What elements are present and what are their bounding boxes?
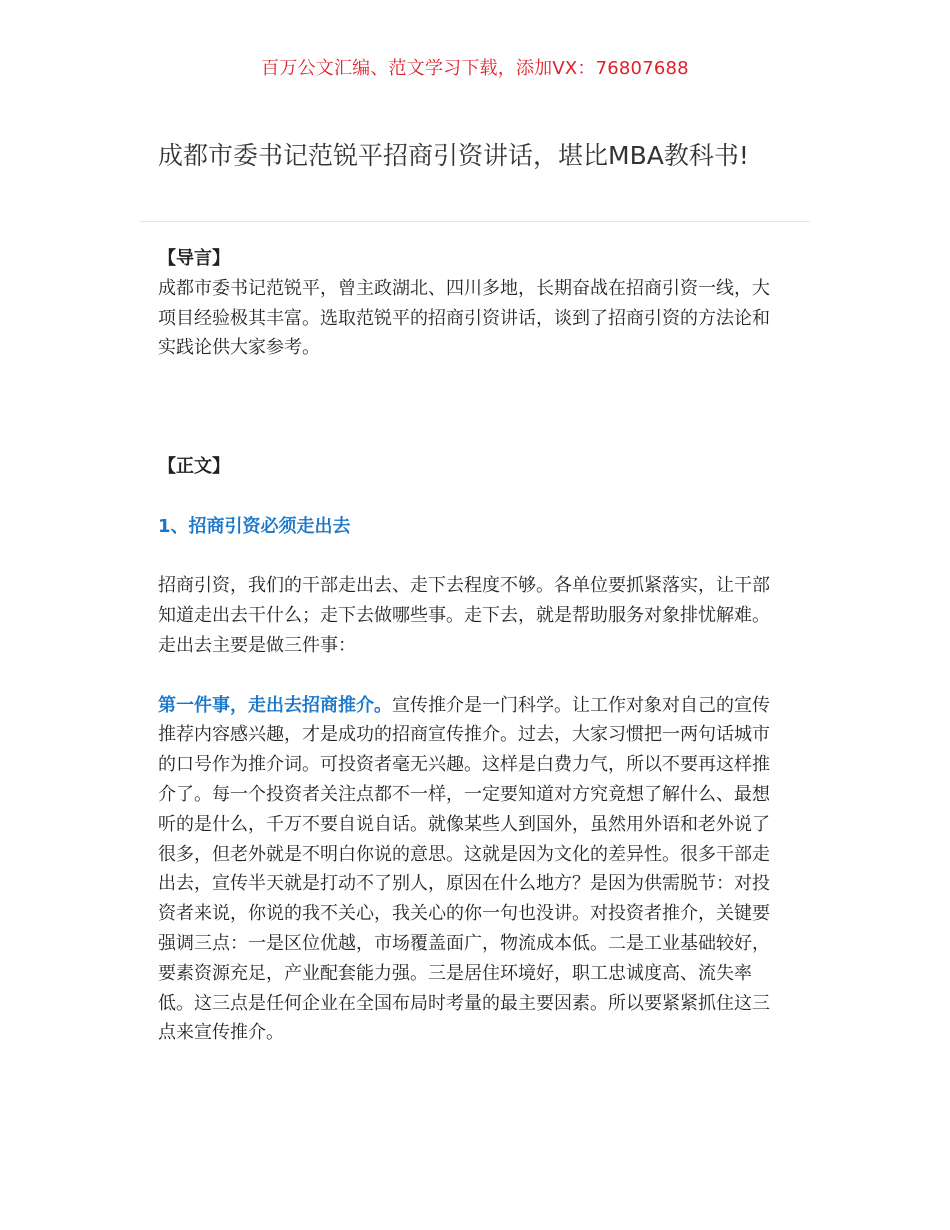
spacer [158,542,780,572]
watermark-header: 百万公文汇编、范文学习下载，添加VX：76807688 [261,58,689,79]
article-body [158,244,780,1048]
point-lead: 第一件事，走出去招商推介。 [158,694,392,716]
intro-paragraph: 成都市委书记范锐平，曾主政湖北、四川多地，长期奋战在招商引资一线，大项目经验极其丰富。选取范锐平的招商引资讲话，谈到了招商引资的方法论和实践论供大家参考。 [158,277,770,359]
article-title: 成都市委书记范锐平招商引资讲话，堪比MBA教科书! [158,141,749,170]
point-paragraph [158,691,780,1049]
section-heading: 1、招商引资必须走出去 [158,515,351,537]
spacer [158,661,780,691]
spacer [158,482,780,512]
intro-label: 【导言】 [158,248,230,269]
body-label: 【正文】 [158,456,230,478]
title-divider [140,221,810,222]
point-text: 宣传推介是一门科学。让工作对象对自己的宣传推荐内容感兴趣，才是成功的招商宣传推介。过去，大家习惯把一两句话城市的口号作为推介词。可投资者毫无兴趣。这样是白费力气，所以不要再这样推介了。每一个投资者关注点都不一样，一定要知道对方究竟想了解什么、最想听的是什么，千万不要自说自话。就像某些人到国外，虽然用外语和老外说了很多，但老外就是不明白你说的意思。这就是因为文化的差异性。很多干部走出去，宣传半天就是打动不了别人，原因在什么地方？是因为供需脱节：对投资者来说，你说的我不关心，我关心的你一句也没讲。对投资者推介，关键要强调三点：一是区位优越，市场覆盖面广，物流成本低。二是工业基础较好，要素资源充足，产业配套能力强。三是居住环境好，职工忠诚度高、流失率低。这三点是任何企业在全国布局时考量的最主要因素。所以要紧紧抓住这三点来宣传推介。 [158,694,770,1044]
spacer [158,363,780,452]
section-paragraph: 招商引资，我们的干部走出去、走下去程度不够。各单位要抓紧落实，让干部知道走出去干什么；走下去做哪些事。走下去，就是帮助服务对象排忧解难。走出去主要是做三件事： [158,575,770,656]
